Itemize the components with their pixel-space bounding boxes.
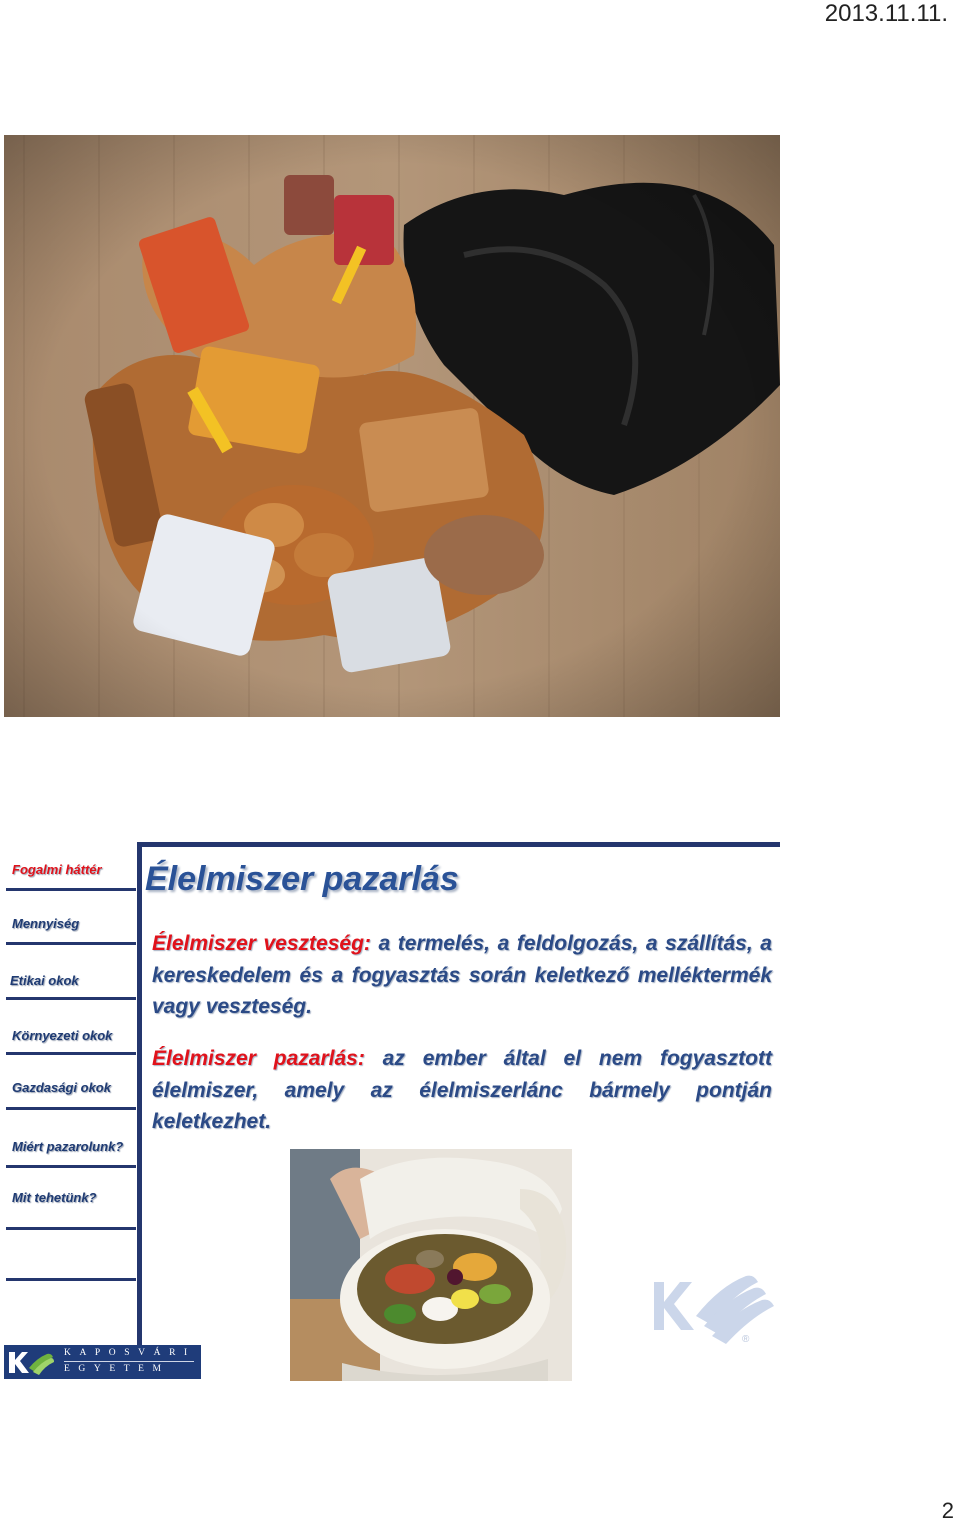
nav-item-miert-pazarolunk[interactable]: Miért pazarolunk? xyxy=(12,1139,124,1154)
logo-text-egyetem: EGYETEM xyxy=(64,1364,170,1374)
nav-separator xyxy=(6,888,136,891)
university-logo-icon xyxy=(7,1348,55,1376)
top-rule xyxy=(142,842,780,847)
university-watermark-logo xyxy=(650,1266,776,1352)
slide-title: Élelmiszer pazarlás xyxy=(145,860,459,898)
nav-separator xyxy=(6,1165,136,1168)
page-number: 2 xyxy=(941,1498,954,1523)
sidebar-divider xyxy=(137,842,142,1347)
nav-item-fogalmi-hatter[interactable]: Fogalmi háttér xyxy=(12,862,102,877)
nav-separator xyxy=(6,1107,136,1110)
slide xyxy=(0,842,780,1387)
term-food-waste: Élelmiszer pazarlás: xyxy=(152,1047,365,1070)
definition-food-loss-text: a termelés, a feldolgozás, a szállítás, a kereskedelem és a fogyasztás során keletkező melléktermék vagy veszteség. xyxy=(152,932,772,1018)
compost-bin-photo xyxy=(290,1149,572,1381)
nav-item-mennyiseg[interactable]: Mennyiség xyxy=(12,916,80,931)
nav-item-kornyezeti-okok[interactable]: Környezeti okok xyxy=(12,1028,113,1043)
nav-separator xyxy=(6,942,136,945)
definition-food-loss xyxy=(152,928,772,1023)
document-date: 2013.11.11. xyxy=(824,0,948,27)
discarded-food-photo xyxy=(4,135,780,717)
university-logo-banner xyxy=(4,1345,201,1379)
nav-item-gazdasagi-okok[interactable]: Gazdasági okok xyxy=(12,1080,111,1095)
nav-separator xyxy=(6,1227,136,1230)
nav-item-mit-tehetunk[interactable]: Mit tehetünk? xyxy=(12,1190,97,1205)
definition-food-waste xyxy=(152,1043,772,1138)
logo-text-kaposvari: KAPOSVÁRI xyxy=(64,1348,196,1358)
registered-mark: ® xyxy=(742,1334,750,1345)
nav-separator xyxy=(6,1052,136,1055)
logo-rule xyxy=(64,1361,194,1362)
nav-separator xyxy=(6,1278,136,1281)
definition-food-waste-text: az ember által el nem fogyasztott élelmiszer, amely az élelmiszerlánc bármely pontján keletkezhet. xyxy=(152,1047,772,1133)
nav-separator xyxy=(6,997,136,1000)
term-food-loss: Élelmiszer veszteség: xyxy=(152,932,371,955)
nav-item-etikai-okok[interactable]: Etikai okok xyxy=(10,973,79,988)
